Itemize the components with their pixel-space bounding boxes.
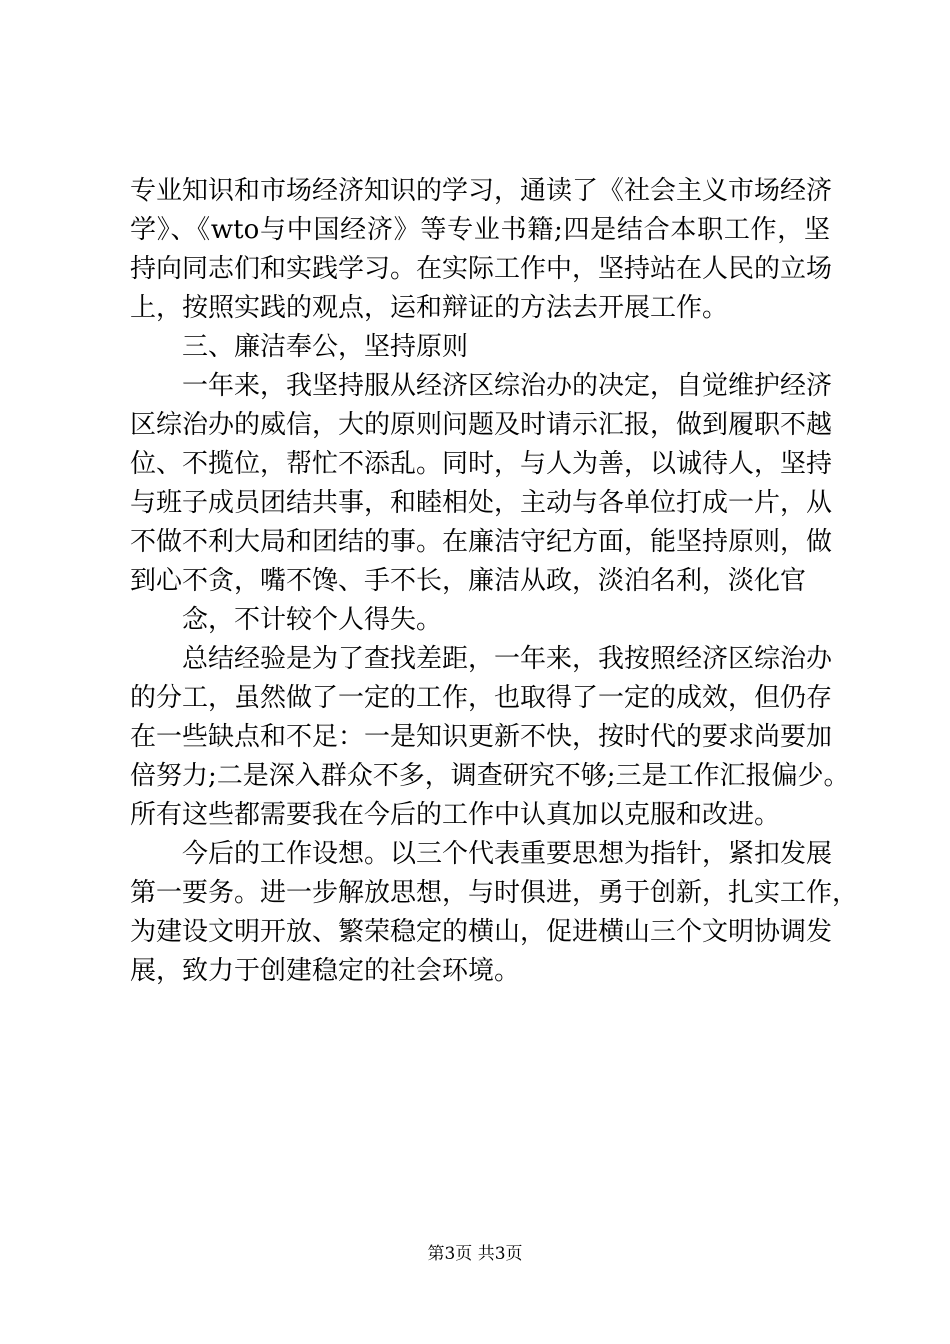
text-line: 持向同志们和实践学习。在实际工作中，坚持站在人民的立场: [130, 254, 833, 284]
document-body: [130, 172, 859, 991]
text-line: 为建设文明开放、繁荣稳定的横山，促进横山三个文明协调发: [130, 917, 833, 947]
text-line: 今后的工作设想。以三个代表重要思想为指针，紧扣发展: [182, 839, 833, 869]
text-line: 与班子成员团结共事，和睦相处，主动与各单位打成一片，从: [130, 488, 833, 518]
text-line: 学》、《wto与中国经济》等专业书籍;四是结合本职工作，坚: [130, 215, 830, 245]
text-line: 上，按照实践的观点，运和辩证的方法去开展工作。: [130, 293, 729, 323]
text-line: 第一要务。进一步解放思想，与时俱进，勇于创新，扎实工作，: [130, 878, 859, 908]
text-line: 倍努力;二是深入群众不多，调查研究不够;三是工作汇报偏少。: [130, 761, 850, 791]
text-line: 展，致力于创建稳定的社会环境。: [130, 956, 521, 986]
text-line: 专业知识和市场经济知识的学习，通读了《社会主义市场经济: [130, 176, 833, 206]
text-line: 到心不贪，嘴不馋、手不长，廉洁从政，淡泊名利，淡化官: [130, 566, 807, 596]
section-heading: 三、廉洁奉公，坚持原则: [182, 332, 469, 362]
text-line: 总结经验是为了查找差距，一年来，我按照经济区综治办: [182, 644, 833, 674]
page-number-footer: 第3页 共3页: [427, 1244, 523, 1264]
text-line: 一年来，我坚持服从经济区综治办的决定，自觉维护经济: [182, 371, 833, 401]
text-line: 区综治办的威信，大的原则问题及时请示汇报，做到履职不越: [130, 410, 833, 440]
text-line: 念，不计较个人得失。: [182, 605, 443, 635]
text-line: 在一些缺点和不足：一是知识更新不快，按时代的要求尚要加: [130, 722, 833, 752]
text-line: 不做不利大局和团结的事。在廉洁守纪方面，能坚持原则，做: [130, 527, 833, 557]
text-line: 位、不揽位，帮忙不添乱。同时，与人为善，以诚待人，坚持: [130, 449, 833, 479]
text-line: 所有这些都需要我在今后的工作中认真加以克服和改进。: [130, 800, 781, 830]
text-line: 的分工，虽然做了一定的工作，也取得了一定的成效，但仍存: [130, 683, 833, 713]
